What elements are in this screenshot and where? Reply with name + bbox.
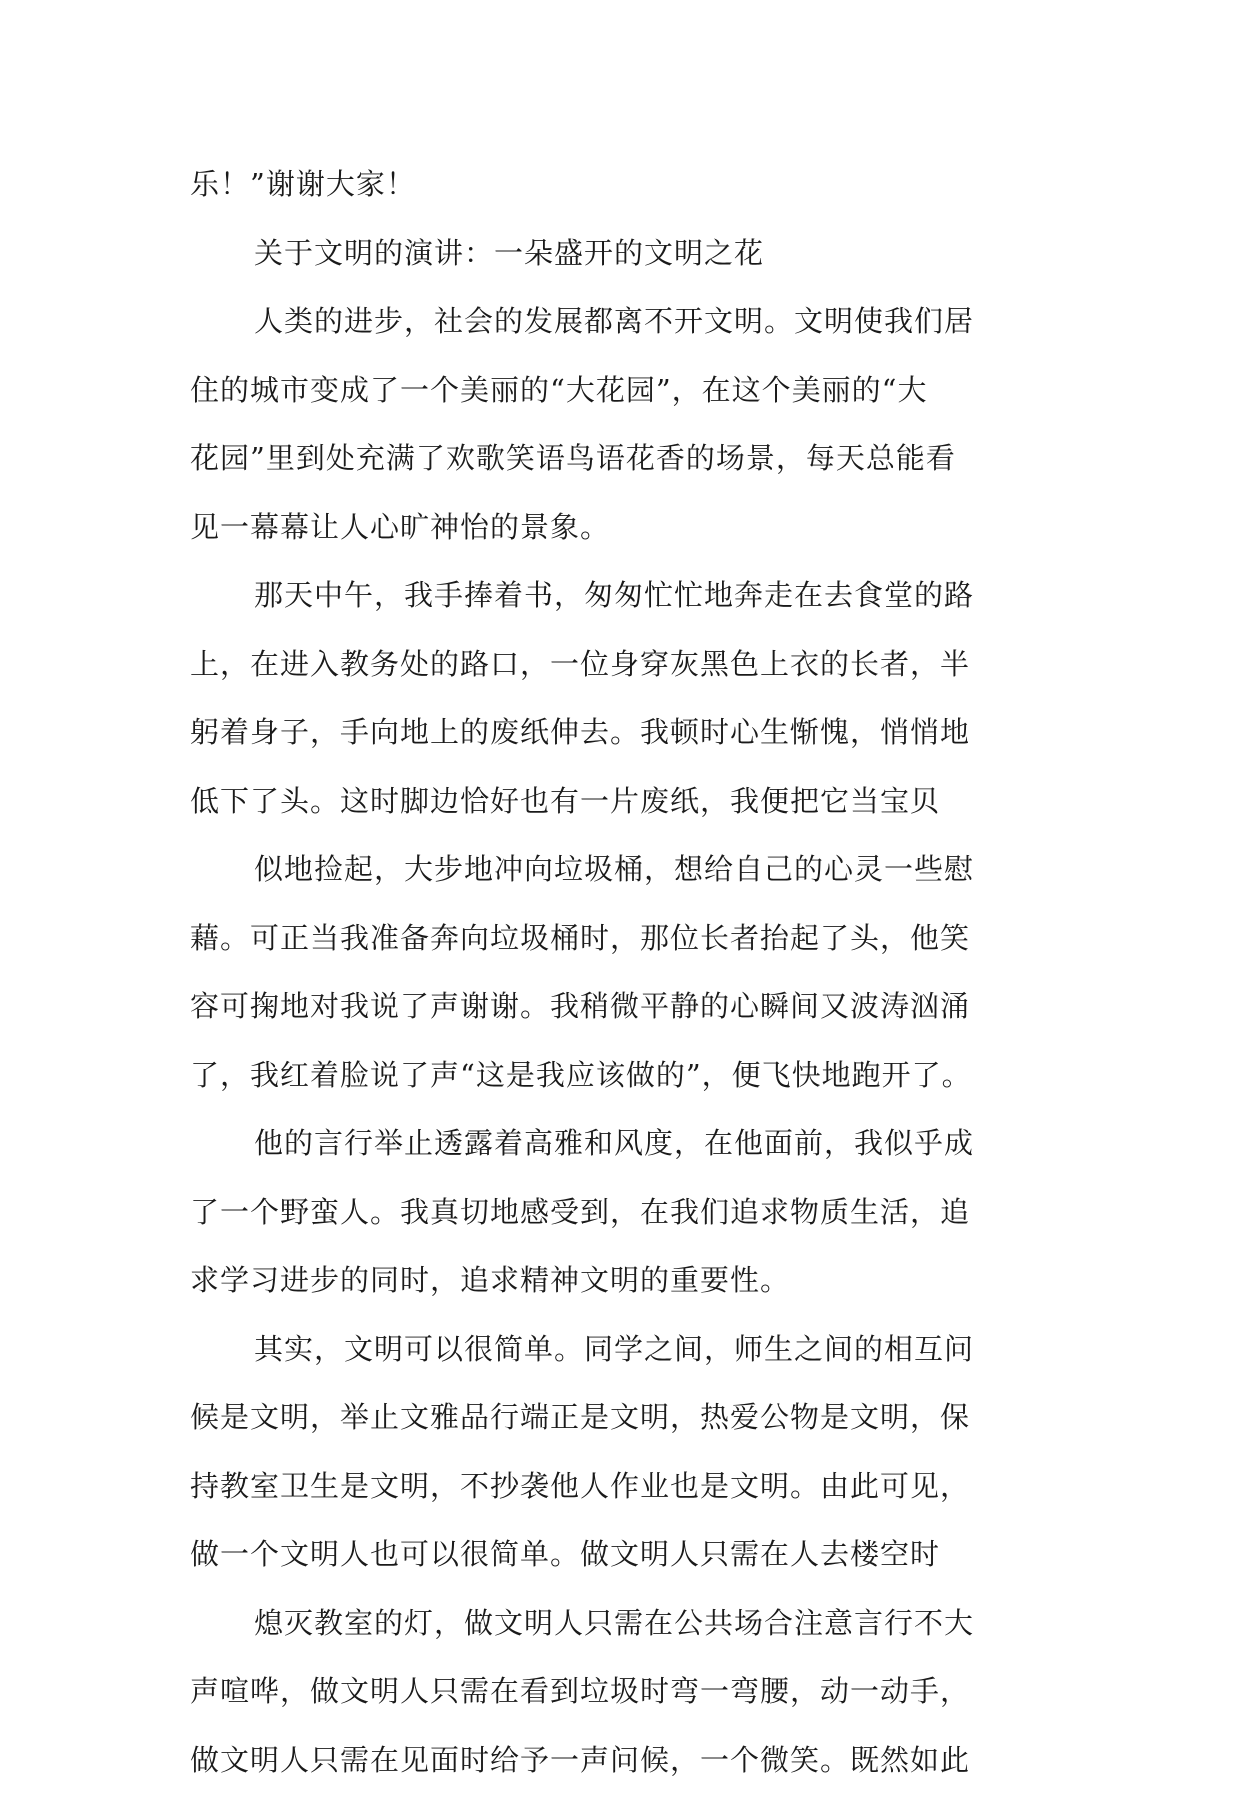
text-line: 上，在进入教务处的路口，一位身穿灰黑色上衣的长者，半 bbox=[190, 630, 1060, 699]
text-line: 其实，文明可以很简单。同学之间，师生之间的相互问 bbox=[190, 1315, 1060, 1384]
text-line: 求学习进步的同时，追求精神文明的重要性。 bbox=[190, 1246, 1060, 1315]
text-line: 见一幕幕让人心旷神怡的景象。 bbox=[190, 493, 1060, 562]
text-line: 人类的进步，社会的发展都离不开文明。文明使我们居 bbox=[190, 287, 1060, 356]
text-line: 乐！”谢谢大家！ bbox=[190, 150, 1060, 219]
text-line: 藉。可正当我准备奔向垃圾桶时，那位长者抬起了头，他笑 bbox=[190, 904, 1060, 973]
text-line: 熄灭教室的灯，做文明人只需在公共场合注意言行不大 bbox=[190, 1589, 1060, 1658]
text-line: 似地捡起，大步地冲向垃圾桶，想给自己的心灵一些慰 bbox=[190, 835, 1060, 904]
text-line: 候是文明，举止文雅品行端正是文明，热爱公物是文明，保 bbox=[190, 1383, 1060, 1452]
document-body bbox=[190, 150, 1060, 1794]
text-line: 持教室卫生是文明，不抄袭他人作业也是文明。由此可见， bbox=[190, 1452, 1060, 1521]
text-line: 那天中午，我手捧着书，匆匆忙忙地奔走在去食堂的路 bbox=[190, 561, 1060, 630]
text-line: 花园”里到处充满了欢歌笑语鸟语花香的场景，每天总能看 bbox=[190, 424, 1060, 493]
text-line: 做一个文明人也可以很简单。做文明人只需在人去楼空时 bbox=[190, 1520, 1060, 1589]
section-heading: 关于文明的演讲：一朵盛开的文明之花 bbox=[190, 219, 1060, 288]
text-line: 低下了头。这时脚边恰好也有一片废纸，我便把它当宝贝 bbox=[190, 767, 1060, 836]
text-line: 住的城市变成了一个美丽的“大花园”，在这个美丽的“大 bbox=[190, 356, 1060, 425]
text-line: 他的言行举止透露着高雅和风度，在他面前，我似乎成 bbox=[190, 1109, 1060, 1178]
text-line: 声喧哗，做文明人只需在看到垃圾时弯一弯腰，动一动手， bbox=[190, 1657, 1060, 1726]
text-line: 了一个野蛮人。我真切地感受到，在我们追求物质生活，追 bbox=[190, 1178, 1060, 1247]
text-line: 做文明人只需在见面时给予一声问候，一个微笑。既然如此 bbox=[190, 1726, 1060, 1794]
text-line: 了，我红着脸说了声“这是我应该做的”，便飞快地跑开了。 bbox=[190, 1041, 1060, 1110]
text-line: 躬着身子，手向地上的废纸伸去。我顿时心生惭愧，悄悄地 bbox=[190, 698, 1060, 767]
text-line: 容可掬地对我说了声谢谢。我稍微平静的心瞬间又波涛汹涌 bbox=[190, 972, 1060, 1041]
